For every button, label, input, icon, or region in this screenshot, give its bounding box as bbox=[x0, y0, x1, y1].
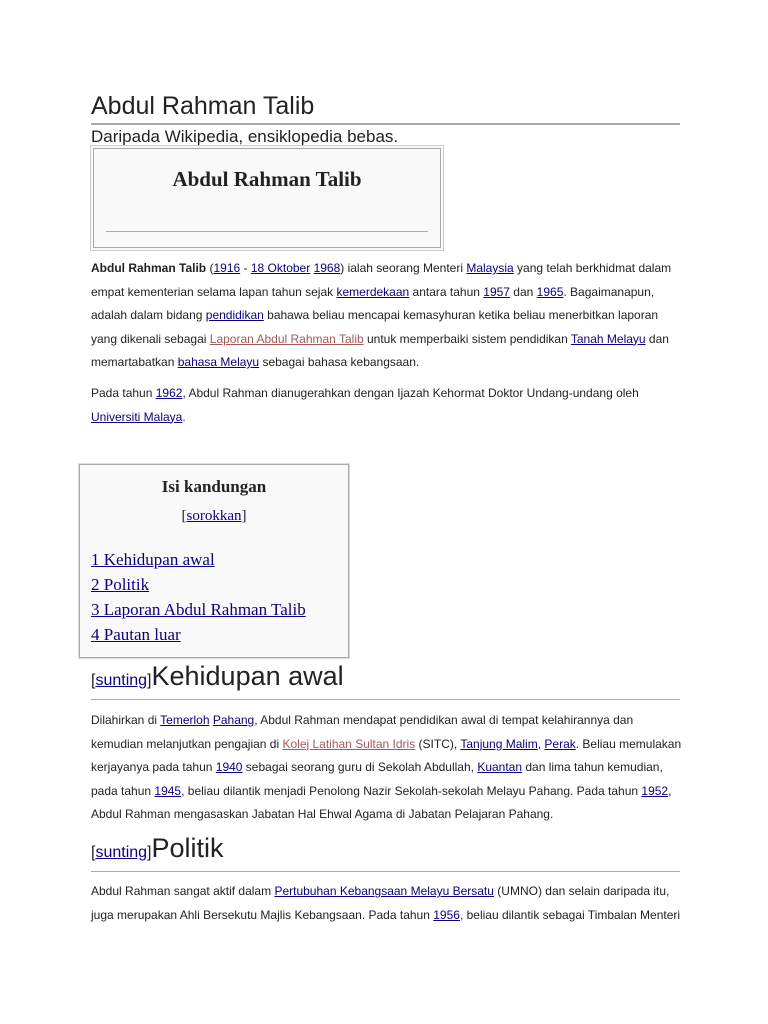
link-18-oktober[interactable]: 18 Oktober bbox=[250, 261, 311, 275]
link-malaysia[interactable]: Malaysia bbox=[466, 261, 514, 275]
toc-toggle-wrap bbox=[80, 508, 348, 525]
link-pahang[interactable]: Pahang bbox=[212, 713, 255, 727]
text: Dilahirkan di bbox=[91, 713, 161, 727]
link-1957[interactable]: 1957 bbox=[483, 284, 510, 299]
link-1940[interactable]: 1940 bbox=[215, 760, 243, 774]
link-kemerdekaan[interactable]: kemerdekaan bbox=[336, 284, 410, 299]
link-tanah-melayu[interactable]: Tanah Melayu bbox=[570, 331, 646, 346]
page-title: Abdul Rahman Talib bbox=[91, 90, 680, 125]
intro-bold-name: Abdul Rahman Talib bbox=[91, 261, 207, 275]
text: - bbox=[240, 261, 251, 275]
toc-link-politik[interactable]: 2 Politik bbox=[91, 575, 150, 594]
text: (SITC), bbox=[415, 736, 461, 751]
text: yang telah berkhidmat dalam empat kementerian selama lapan tahun sejak bbox=[91, 261, 672, 299]
toc-title: Isi kandungan bbox=[161, 477, 267, 496]
link-kolej-latihan-sultan-idris[interactable]: Kolej Latihan Sultan Idris bbox=[282, 736, 416, 751]
infobox-divider bbox=[106, 231, 428, 232]
second-paragraph bbox=[91, 382, 683, 429]
link-1962[interactable]: 1962 bbox=[155, 386, 183, 400]
link-umno[interactable]: Pertubuhan Kebangsaan Melayu Bersatu bbox=[274, 884, 494, 898]
text: Abdul Rahman sangat aktif dalam bbox=[91, 884, 275, 898]
link-perak[interactable]: Perak bbox=[544, 736, 576, 751]
text: , Abdul Rahman mengasaskan Jabatan Hal Ehwal Agama di Jabatan Pelajaran Pahang. bbox=[91, 783, 672, 821]
intro-paragraph bbox=[91, 257, 683, 375]
text: untuk memperbaiki sistem pendidikan bbox=[363, 331, 571, 346]
table-of-contents bbox=[79, 464, 349, 658]
link-kuantan[interactable]: Kuantan bbox=[477, 760, 523, 774]
section1-paragraph bbox=[91, 709, 683, 827]
text: , bbox=[537, 736, 545, 751]
text: sebagai bahasa kebangsaan. bbox=[259, 355, 420, 369]
text: , beliau dilantik sebagai Timbalan Menteri bbox=[459, 907, 681, 922]
toc-hide-toggle[interactable]: sorokkan bbox=[186, 508, 242, 524]
infobox-title: Abdul Rahman Talib bbox=[172, 167, 362, 191]
text: . Beliau memulakan kerjayanya pada tahun bbox=[91, 736, 682, 774]
text: antara tahun bbox=[409, 284, 484, 299]
section-heading-kehidupan-awal bbox=[91, 658, 680, 700]
toc-item bbox=[91, 597, 306, 622]
link-pendidikan[interactable]: pendidikan bbox=[205, 308, 264, 322]
edit-bracket: [ bbox=[91, 672, 96, 689]
toc-link-pautan-luar[interactable]: 4 Pautan luar bbox=[91, 625, 181, 644]
text: (UMNO) dan selain daripada itu, juga merupakan Ahli Bersekutu Majlis Kebangsaan. Pada tahun bbox=[91, 884, 670, 922]
text: , Abdul Rahman mendapat pendidikan awal di tempat kelahirannya dan kemudian melanjutkan pengajian di bbox=[91, 713, 634, 751]
link-1916[interactable]: 1916 bbox=[213, 261, 241, 275]
link-bahasa-melayu[interactable]: bahasa Melayu bbox=[177, 355, 260, 369]
edit-section-link[interactable]: sunting bbox=[95, 844, 148, 861]
link-laporan-abdul-rahman-talib[interactable]: Laporan Abdul Rahman Talib bbox=[209, 331, 364, 346]
toc-list bbox=[91, 547, 306, 647]
text: dan bbox=[509, 284, 537, 299]
link-universiti-malaya[interactable]: Universiti Malaya bbox=[91, 409, 183, 424]
text: sebagai seorang guru di Sekolah Abdullah, bbox=[242, 760, 478, 774]
text: Pada tahun bbox=[91, 386, 156, 400]
link-temerloh[interactable]: Temerloh bbox=[160, 713, 210, 727]
text: , beliau dilantik menjadi Penolong Nazir Sekolah-sekolah Melayu Pahang. Pada tahun bbox=[181, 783, 642, 798]
link-1965[interactable]: 1965 bbox=[536, 284, 564, 299]
bracket: ] bbox=[241, 508, 247, 524]
text: . bbox=[182, 409, 186, 424]
edit-bracket: ] bbox=[147, 844, 152, 861]
infobox bbox=[93, 148, 441, 248]
text: , Abdul Rahman dianugerahkan dengan Ijazah Kehormat Doktor Undang-undang oleh bbox=[182, 386, 639, 400]
text: ( bbox=[206, 261, 214, 275]
page-subtitle: Daripada Wikipedia, ensiklopedia bebas. bbox=[91, 127, 399, 146]
heading-text: Kehidupan awal bbox=[151, 661, 344, 691]
toc-link-laporan[interactable]: 3 Laporan Abdul Rahman Talib bbox=[91, 600, 306, 619]
text: ) ialah seorang Menteri bbox=[340, 261, 467, 275]
link-1952[interactable]: 1952 bbox=[641, 783, 669, 798]
section-heading-politik bbox=[91, 830, 680, 872]
text: dan memartabatkan bbox=[91, 331, 669, 369]
toc-item bbox=[91, 572, 306, 597]
section2-paragraph bbox=[91, 880, 683, 927]
bracket: [ bbox=[181, 508, 187, 524]
toc-item bbox=[91, 547, 306, 572]
toc-item bbox=[91, 622, 306, 647]
edit-bracket: [ bbox=[91, 844, 96, 861]
heading-text: Politik bbox=[151, 833, 224, 863]
link-1968[interactable]: 1968 bbox=[313, 261, 341, 275]
link-1956[interactable]: 1956 bbox=[433, 907, 460, 922]
edit-bracket: ] bbox=[147, 672, 152, 689]
link-tanjung-malim[interactable]: Tanjung Malim bbox=[460, 736, 538, 751]
text: . Bagaimanapun, adalah dalam bidang bbox=[91, 284, 655, 322]
edit-section-link[interactable]: sunting bbox=[95, 672, 148, 689]
text: dan lima tahun kemudian, pada tahun bbox=[91, 760, 663, 798]
text: bahawa beliau mencapai kemasyhuran ketika beliau menerbitkan laporan yang dikenali sebagai bbox=[91, 308, 659, 346]
toc-link-kehidupan-awal[interactable]: 1 Kehidupan awal bbox=[91, 550, 215, 569]
link-1945[interactable]: 1945 bbox=[154, 783, 182, 798]
